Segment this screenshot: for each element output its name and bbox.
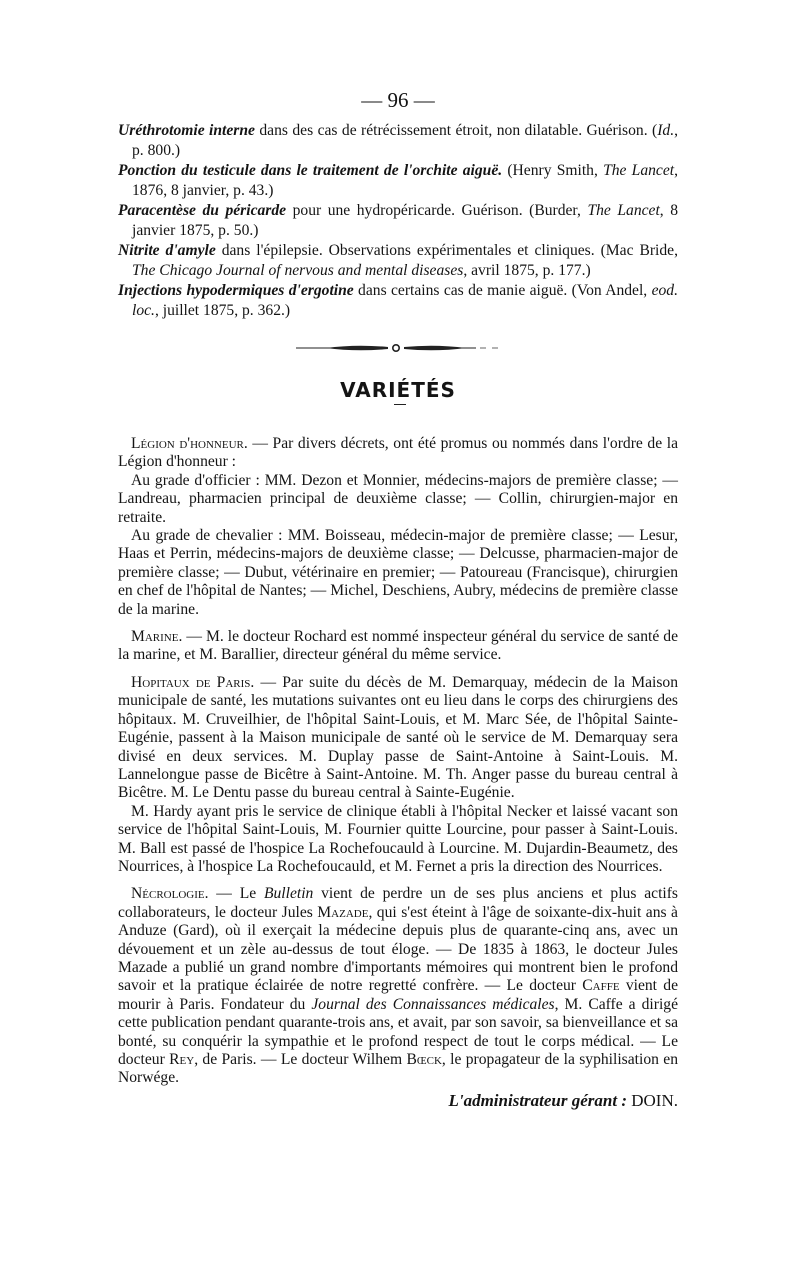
reference-item: Uréthrotomie interne dans des cas de rétrécissement étroit, non dilatable. Guérison. (Id., p. 800.) <box>118 122 678 159</box>
paragraph-officier: Au grade d'officier : MM. Dezon et Monnier, médecins-majors de première classe; — Landreau, pharmacien principal de deuxième classe; — Collin, chirurgien-major en retraite. <box>118 471 678 526</box>
ornamental-divider <box>296 341 506 355</box>
paragraph-chevalier: Au grade de chevalier : MM. Boisseau, médecin-major de première classe; — Lesur, Haas et Perrin, médecins-majors de deuxième classe; — Delcusse, pharmacien-major de première classe; — Dubut, vétérinaire en premier; — Patoureau (Francisque), chirurgien en chef de l'hôpital de Nantes; — Michel, Deschiens, Aubry, médecins de première classe de la marine. <box>118 527 678 618</box>
paragraph-marine: Marine. — M. le docteur Rochard est nommé inspecteur général du service de santé de la marine, et M. Barallier, directeur général du même service. <box>118 628 678 664</box>
reference-item: Injections hypodermiques d'ergotine dans certains cas de manie aiguë. (Von Andel, eod. loc., juillet 1875, p. 362.) <box>118 282 678 319</box>
reference-item: Nitrite d'amyle dans l'épilepsie. Observations expérimentales et cliniques. (Mac Bride, The Chicago Journal of nervous and mental diseases, avril 1875, p. 177.) <box>118 242 678 279</box>
reference-item: Paracentèse du péricarde pour une hydropéricarde. Guérison. (Burder, The Lancet, 8 janvier 1875, p. 50.) <box>118 202 679 239</box>
bibliography-list <box>118 121 678 321</box>
section-body <box>118 435 678 1110</box>
heading-underline <box>394 404 406 405</box>
section-heading: VARIÉTÉS <box>340 378 456 402</box>
reference-item: Ponction du testicule dans le traitement de l'orchite aiguë. (Henry Smith, The Lancet, 1876, 8 janvier, p. 43.) <box>118 162 678 199</box>
paragraph-hopitaux-2: M. Hardy ayant pris le service de clinique établi à l'hôpital Necker et laissé vacant son service de l'hôpital Saint-Louis, M. Fournier quitte Lourcine, pour passer à Saint-Louis. M. Ball est passé de l'hospice La Rochefoucauld à Lourcine. M. Dujardin-Beaumetz, des Nourrices, à l'hospice La Rochefoucauld, et M. Fernet a pris la direction des Nourrices. <box>118 802 678 875</box>
signature: L'administrateur gérant : DOIN. <box>448 1090 678 1110</box>
paragraph-hopitaux: Hopitaux de Paris. — Par suite du décès de M. Demarquay, médecin de la Maison municipale de santé, les mutations suivantes ont eu lieu dans le corps des chirurgiens des hôpitaux. M. Cruveilhier, de l'hôpital Saint-Louis, et M. Marc Sée, de l'hôpital Sainte-Eugénie, passent à la Maison municipale de santé où le service de M. Demarquay sera divisé en deux services. M. Duplay passe de Saint-Antoine à Saint-Louis. M. Lannelongue passe de Bicêtre à Saint-Antoine. M. Th. Anger passe du bureau central à Bicêtre. M. Le Dentu passe du bureau central à Sainte-Eugénie. <box>118 673 679 802</box>
paragraph-legion: Légion d'honneur. — Par divers décrets, ont été promus ou nommés dans l'ordre de la Légion d'honneur : <box>118 435 678 471</box>
paragraph-necrologie: Nécrologie. — Le Bulletin vient de perdre un de ses plus anciens et plus actifs collaborateurs, le docteur Jules Mazade, qui s'est éteint à l'âge de soixante-dix-huit ans à Anduze (Gard), où il exerçait la médecine depuis plus de quarante-cinq ans, avec un dévouement et un zèle au-dessus de tout éloge. — De 1835 à 1863, le docteur Jules Mazade a publié un grand nombre d'importants mémoires qui montrent bien le profond savoir et la pratique éclairée de notre regretté confrère. — Le docteur Caffe vient de mourir à Paris. Fondateur du Journal des Connaissances médicales, M. Caffe a dirigé cette publication pendant quarante-trois ans, et avait, par son savoir, sa bienveillance et sa bonté, su conquérir la sympathie et le profond respect de tout le corps médical. — Le docteur Rey, de Paris. — Le docteur Wilhem Bœck, le propagateur de la syphilisation en Norwége. <box>118 885 678 1087</box>
page-number: — 96 — <box>361 88 435 112</box>
